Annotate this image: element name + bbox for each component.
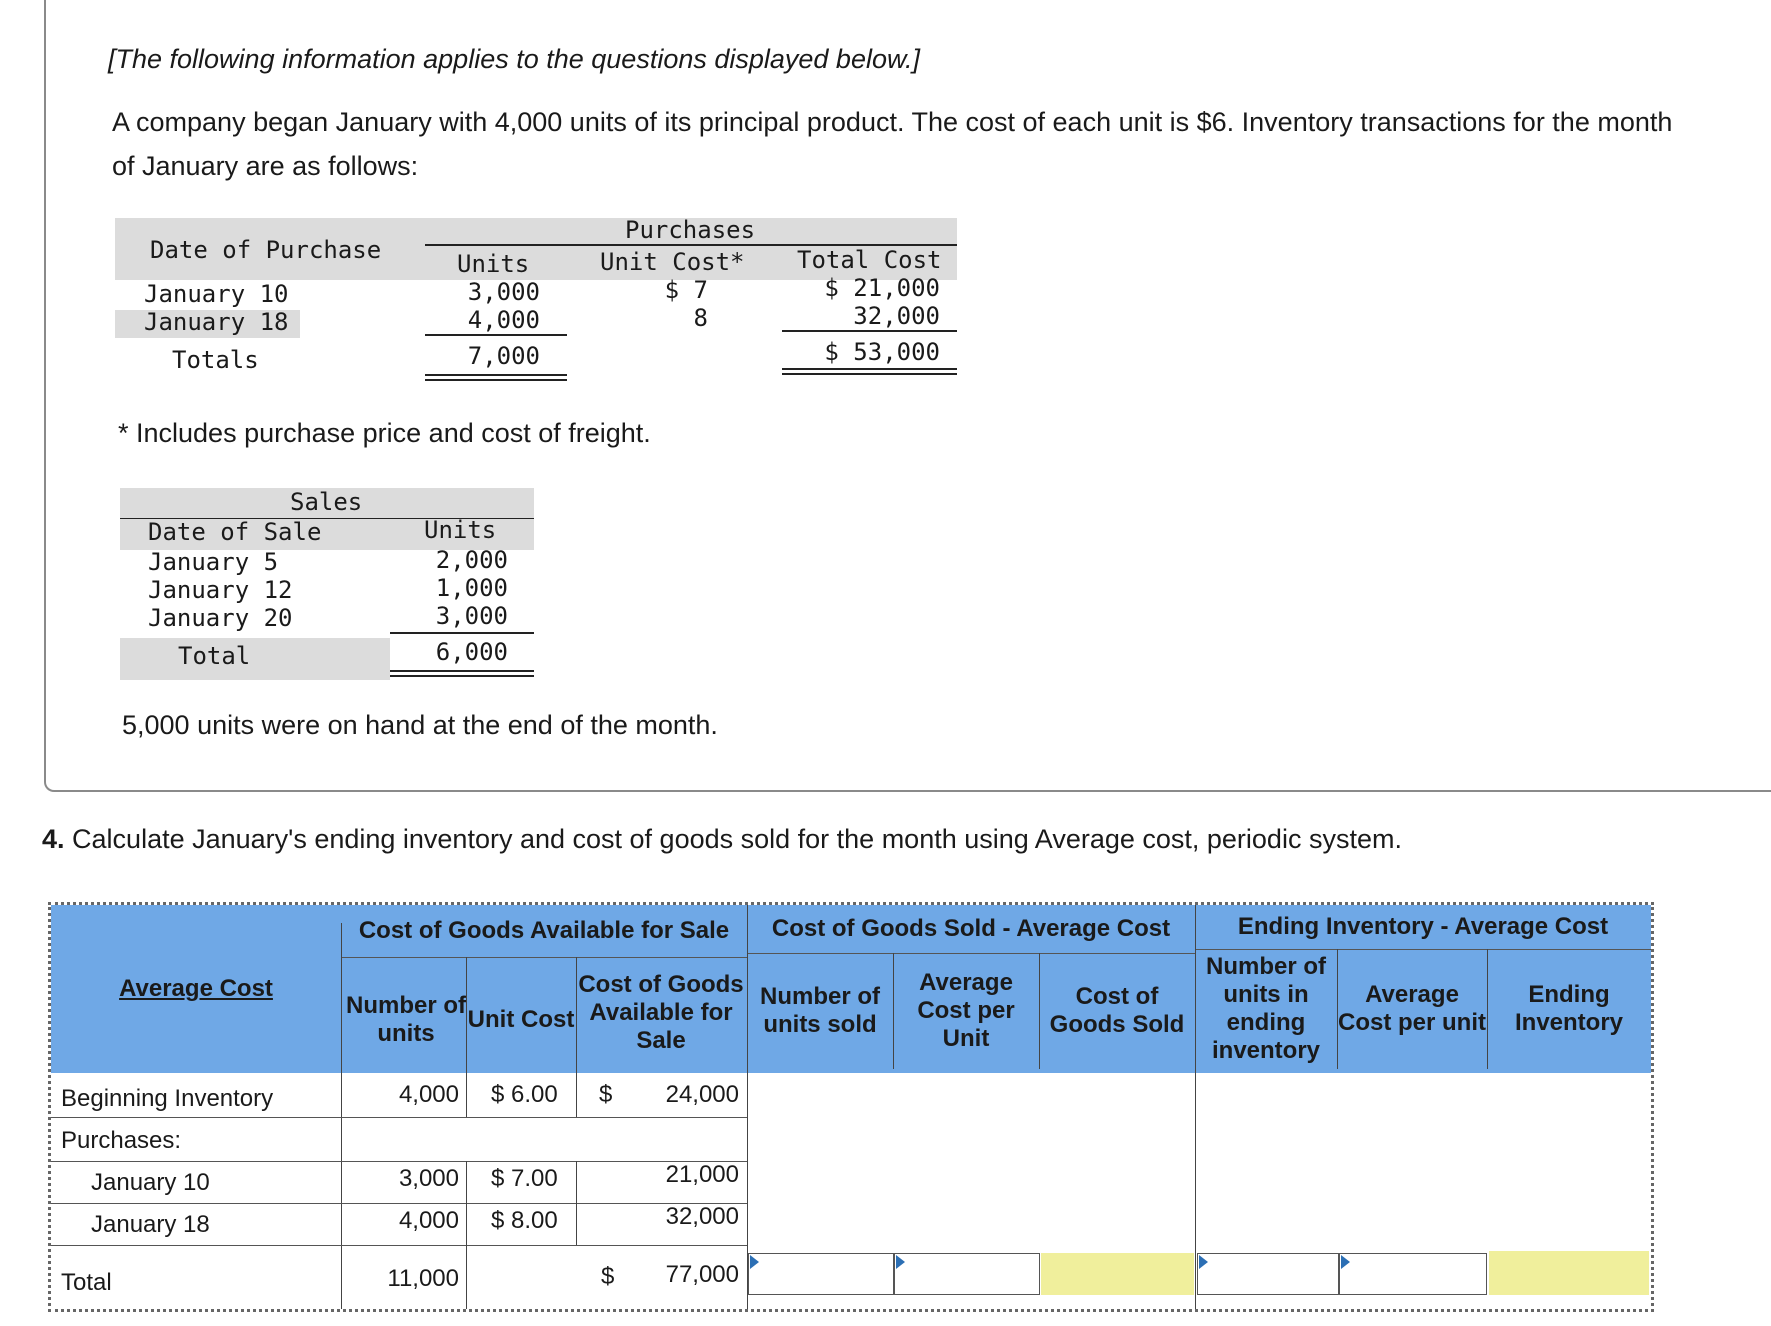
intro-text: A company began January with 4,000 units of its principal product. The cost of each unit is $6. Inventory transactions for the month of January are as follows: — [112, 107, 1673, 181]
sale-row-date: January 5 — [148, 548, 279, 576]
row-beginning-cost: $ 6.00 — [491, 1081, 558, 1108]
row-jan10-total: 21,000 — [665, 1161, 739, 1188]
input-marker-icon — [896, 1255, 905, 1269]
col-date-of-sale: Date of Sale — [148, 518, 322, 546]
row-jan10-label: January 10 — [91, 1169, 210, 1196]
sales-double-underline — [390, 670, 534, 677]
row-jan10-cost: $ 7.00 — [491, 1165, 558, 1192]
info-note: [The following information applies to the questions displayed below.] — [108, 44, 920, 74]
grid-line — [1337, 949, 1338, 1069]
col-unit-cost: Unit Cost* — [600, 248, 745, 276]
row-beginning-dollar: $ — [599, 1081, 613, 1108]
group-cogs: Cost of Goods Sold - Average Cost — [771, 915, 1171, 942]
sale-row-date: January 20 — [148, 604, 293, 632]
col-sales-units: Units — [424, 516, 497, 544]
sale-row-units: 2,000 — [435, 546, 508, 574]
row-beginning-total: 24,000 — [665, 1081, 739, 1108]
purchase-row-units: 3,000 — [467, 278, 540, 306]
input-marker-icon — [1199, 1255, 1208, 1269]
col-units: Units — [457, 250, 530, 278]
grid-line — [576, 1073, 577, 1117]
question-4 — [42, 824, 1402, 855]
sales-total-label: Total — [178, 642, 251, 670]
average-cost-worksheet — [48, 902, 1654, 1312]
question-number: 4. — [42, 824, 65, 854]
purchase-totals-cost: $ 53,000 — [824, 338, 940, 366]
sale-row-date: January 12 — [148, 576, 293, 604]
units-sold-input[interactable] — [748, 1253, 894, 1295]
grid-line — [466, 1245, 467, 1309]
sale-row-units: 3,000 — [435, 602, 508, 630]
row-jan18-units: 4,000 — [398, 1207, 459, 1234]
purchase-totals-label: Totals — [172, 346, 259, 374]
row-beginning-label: Beginning Inventory — [61, 1085, 274, 1112]
header-ending-inventory: Ending Inventory — [1514, 981, 1624, 1036]
grid-line — [51, 1245, 747, 1246]
row-jan10-units: 3,000 — [398, 1165, 459, 1192]
header-number-of-units: Number of units — [346, 992, 466, 1047]
grid-line — [51, 1117, 747, 1118]
purchase-row-unit-cost: $ 7 — [664, 276, 708, 304]
avg-cost-per-unit-2-input[interactable] — [1339, 1253, 1487, 1295]
grid-line — [341, 923, 342, 1309]
group-ending-inventory: Ending Inventory - Average Cost — [1237, 913, 1609, 940]
footnote: * Includes purchase price and cost of freight. — [118, 418, 651, 448]
header-avg-cost-per-unit-2: Average Cost per unit — [1338, 981, 1486, 1036]
row-beginning-units: 4,000 — [398, 1081, 459, 1108]
group-cost-available: Cost of Goods Available for Sale — [358, 917, 730, 944]
purchase-row-total-cost: $ 21,000 — [824, 274, 940, 302]
row-total-total: 77,000 — [665, 1261, 739, 1288]
row-total-label: Total — [61, 1269, 112, 1296]
grid-line — [747, 905, 748, 1309]
grid-line — [576, 957, 577, 1073]
purchase-row-date: January 18 — [144, 308, 289, 336]
col-date-of-purchase: Date of Purchase — [150, 236, 382, 264]
units-ending-input[interactable] — [1197, 1253, 1339, 1295]
avg-cost-per-unit-input[interactable] — [894, 1253, 1040, 1295]
sales-total-line — [390, 632, 534, 634]
grid-line — [576, 1161, 577, 1245]
purchase-row-units: 4,000 — [467, 306, 540, 334]
sale-row-units: 1,000 — [435, 574, 508, 602]
grid-line — [1195, 949, 1651, 950]
row-jan18-label: January 18 — [91, 1211, 210, 1238]
purchases-group-header: Purchases — [625, 216, 756, 244]
sales-total-units: 6,000 — [435, 638, 508, 666]
question-text: Calculate January's ending inventory and cost of goods sold for the month using Average cost, periodic system. — [72, 824, 1402, 854]
header-units-ending: Number of units in ending inventory — [1206, 953, 1326, 1064]
grid-line — [466, 1073, 467, 1117]
row-purchases-label: Purchases: — [61, 1127, 182, 1154]
grid-line — [893, 953, 894, 1069]
sales-group-header: Sales — [290, 488, 363, 516]
header-unit-cost: Unit Cost — [467, 1006, 575, 1033]
cost-double-underline — [782, 368, 957, 375]
grid-line — [747, 953, 1195, 954]
grid-line — [1487, 949, 1488, 1069]
purchase-row-total-cost: 32,000 — [853, 302, 940, 330]
header-avg-cost-per-unit: Average Cost per Unit — [917, 969, 1015, 1052]
worksheet-title: Average Cost — [119, 975, 273, 1002]
input-marker-icon — [750, 1255, 759, 1269]
row-total-units: 11,000 — [387, 1265, 459, 1292]
header-cogs: Cost of Goods Sold — [1049, 983, 1185, 1038]
grid-line — [1039, 953, 1040, 1069]
row-total-dollar: $ — [601, 1263, 615, 1290]
ending-inventory-answer-cell[interactable] — [1489, 1251, 1649, 1295]
input-marker-icon — [1341, 1255, 1350, 1269]
grid-line — [341, 957, 747, 958]
units-double-underline — [425, 374, 567, 381]
grid-line — [466, 957, 467, 1073]
purchase-totals-units: 7,000 — [467, 342, 540, 370]
cogs-answer-cell[interactable] — [1041, 1253, 1194, 1295]
grid-line — [466, 1161, 467, 1245]
header-units-sold: Number of units sold — [760, 983, 880, 1038]
col-total-cost: Total Cost — [797, 246, 942, 274]
header-cost-available: Cost of Goods Available for Sale — [578, 971, 744, 1054]
purchase-row-unit-cost: 8 — [693, 304, 708, 332]
units-total-line — [425, 334, 567, 336]
cost-total-line — [782, 330, 957, 332]
purchase-row-date: January 10 — [144, 280, 289, 308]
end-note: 5,000 units were on hand at the end of the month. — [122, 710, 718, 740]
row-jan18-cost: $ 8.00 — [491, 1207, 558, 1234]
sales-total-shade — [120, 638, 390, 680]
grid-line — [1195, 905, 1196, 1309]
row-jan18-total: 32,000 — [665, 1203, 739, 1230]
